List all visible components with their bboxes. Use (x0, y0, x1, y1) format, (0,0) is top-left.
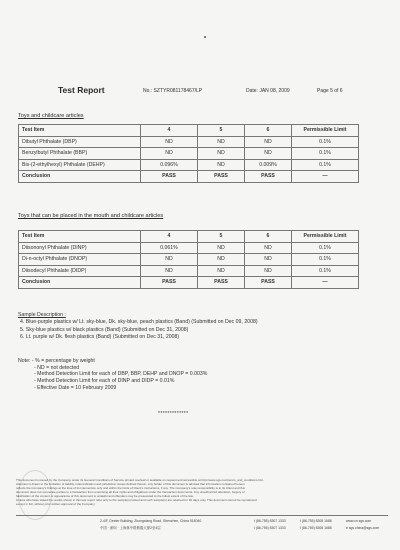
table-row (19, 242, 359, 254)
table-row (19, 159, 359, 171)
limit-cell: 0.1% (292, 159, 359, 171)
limit-cell: 0.1% (292, 136, 359, 148)
result-cell: ND (245, 136, 292, 148)
note-line: - Effective Date = 10 February 2009 (34, 384, 117, 391)
result-cell: ND (141, 148, 198, 160)
section-title-mouth-toys: Toys that can be placed in the mouth and childcare articles (18, 213, 164, 219)
footer-fax (300, 518, 332, 532)
conclusion-cell: PASS (141, 277, 198, 289)
report-header (18, 85, 384, 99)
result-cell: ND (198, 159, 245, 171)
result-cell: ND (245, 254, 292, 266)
conclusion-cell: — (292, 277, 359, 289)
conclusion-row (19, 277, 359, 289)
test-item: Dibutyl Phthalate (DBP) (19, 136, 141, 148)
test-item: Di-n-octyl Phthalate (DNOP) (19, 254, 141, 266)
limit-cell: 0.1% (292, 265, 359, 277)
address-chinese: 中国 · 深圳 · 上海林中路鼎鑫大厦2至4层 (100, 526, 161, 530)
conclusion-cell: — (292, 171, 359, 183)
result-cell: ND (141, 254, 198, 266)
fine-print-line: Unless otherwise stated the results shown in this test report refer only to the sample(s) tested and such sample(s) are retained for 30 days only. This document cannot be reproduced (16, 498, 257, 502)
col-sample-4: 4 (141, 231, 198, 243)
sample-description (18, 312, 388, 341)
results-table-mouth-toys (18, 230, 359, 289)
address-english: 2-4/F, Dexter Building, Zhongxiang Road, Shenzhen, China 518040 (100, 519, 202, 523)
note-line: - ND = not detected (34, 364, 80, 371)
result-cell: ND (245, 148, 292, 160)
telephone: t (86-755) 8307 1333 (254, 526, 286, 530)
telephone: t (86-755) 8307 1333 (254, 519, 286, 523)
fax: f (86-755) 8308 1688 (300, 526, 332, 530)
result-cell: ND (198, 148, 245, 160)
table-row (19, 265, 359, 277)
result-cell: ND (198, 242, 245, 254)
result-cell: 0.061% (141, 242, 198, 254)
scan-dot (204, 36, 206, 38)
result-cell: ND (198, 136, 245, 148)
table-header-row (19, 125, 359, 137)
conclusion-label: Conclusion (19, 277, 141, 289)
sample-item: 5. Sky-blue plastics w/ black plastics (Band) (Submitted on Dec 31, 2008) (20, 326, 189, 333)
footer-phone (254, 518, 286, 532)
conclusion-cell: PASS (141, 171, 198, 183)
fine-print-line: This document is issued by the Company under its General Conditions of Service printed overleaf or available on request and accessible at http://www.sgs.com/terms_and_conditions.htm. (16, 478, 265, 482)
test-item: Bis-(2-ethylhexyl) Phthalate (DEHP) (19, 159, 141, 171)
col-limit: Permissible Limit (292, 125, 359, 137)
limit-cell: 0.1% (292, 242, 359, 254)
sample-item: 6. Lt. purple w/ Dk. flesh plastics (Band) (Submitted on Dec 31, 2008) (20, 333, 180, 340)
result-cell: ND (198, 265, 245, 277)
fine-print-line: document does not exonerate parties to a transaction from exercising all their rights and obligations under the transaction documents. Any unauthorized alteration, forgery or (16, 490, 245, 494)
fine-print-line: Attention is drawn to the limitation of liability, indemnification and jurisdiction issues defined therein. Any holder of this document is advised that information contained hereon (16, 482, 245, 486)
col-test-item: Test Item (19, 125, 141, 137)
limit-cell: 0.1% (292, 148, 359, 160)
email-link[interactable]: e sgs.china@sgs.com (346, 526, 380, 530)
result-cell: ND (245, 242, 292, 254)
table-row (19, 136, 359, 148)
test-item: Diisodecyl Phthalate (DIDP) (19, 265, 141, 277)
website-link[interactable]: www.cn.sgs.com (346, 519, 372, 523)
conclusion-cell: PASS (198, 277, 245, 289)
page-number: Page 5 of 6 (317, 88, 343, 94)
fine-print-line: reflects the Company's findings at the time of its intervention only and within the limits of Client's instructions, if any. The Company's sole responsibility is to its Client and this (16, 486, 245, 490)
legal-fine-print (16, 478, 386, 506)
note-line: - Method Detection Limit for each of DBP, BBP, DEHP and DNOP = 0.003% (34, 371, 208, 378)
test-item: Benzylbutyl Phthalate (BBP) (19, 148, 141, 160)
footer-web (346, 518, 379, 532)
footer-divider (16, 515, 388, 516)
notes-block (18, 358, 388, 392)
section-title-toys: Toys and childcare articles (18, 113, 84, 119)
result-cell: ND (198, 254, 245, 266)
col-sample-6: 6 (245, 231, 292, 243)
report-title: Test Report (58, 85, 105, 95)
note-line: Note: - % = percentage by weight (18, 358, 95, 364)
report-number: No.: SZTYR081178467/LP (143, 88, 203, 94)
table-header-row (19, 231, 359, 243)
result-cell: ND (245, 265, 292, 277)
sample-description-heading: Sample Description : (18, 312, 66, 318)
test-item: Diisononyl Phthalate (DINP) (19, 242, 141, 254)
fine-print-line: falsification of the content or appearance of this document is unlawful and offenders may be prosecuted to the fullest extent of the law. (16, 494, 194, 498)
col-sample-5: 5 (198, 231, 245, 243)
fax: f (86-755) 8308 1688 (300, 519, 332, 523)
conclusion-cell: PASS (198, 171, 245, 183)
table-row (19, 254, 359, 266)
col-limit: Permissible Limit (292, 231, 359, 243)
footer-address (100, 518, 201, 532)
conclusion-cell: PASS (245, 277, 292, 289)
results-table-toys (18, 124, 359, 183)
conclusion-cell: PASS (245, 171, 292, 183)
result-cell: ND (141, 136, 198, 148)
note-line: - Method Detection Limit for each of DINP and DIDP = 0.01% (34, 378, 175, 385)
end-of-report-marker: ************* (158, 411, 189, 417)
limit-cell: 0.1% (292, 254, 359, 266)
col-sample-5: 5 (198, 125, 245, 137)
result-cell: 0.096% (141, 159, 198, 171)
col-test-item: Test Item (19, 231, 141, 243)
conclusion-row (19, 171, 359, 183)
result-cell: ND (141, 265, 198, 277)
col-sample-6: 6 (245, 125, 292, 137)
conclusion-label: Conclusion (19, 171, 141, 183)
fine-print-line: except in full, without prior written approval of the Company. (16, 502, 96, 506)
table-row (19, 148, 359, 160)
result-cell: 0.009% (245, 159, 292, 171)
report-date: Date: JAN 08, 2009 (246, 88, 290, 94)
col-sample-4: 4 (141, 125, 198, 137)
sample-item: 4. Blue-purple plastics w/ Lt. sky-blue, Dk. sky-blue, peach plastics (Band) (Submitted on Dec 09, 2008) (20, 319, 258, 326)
